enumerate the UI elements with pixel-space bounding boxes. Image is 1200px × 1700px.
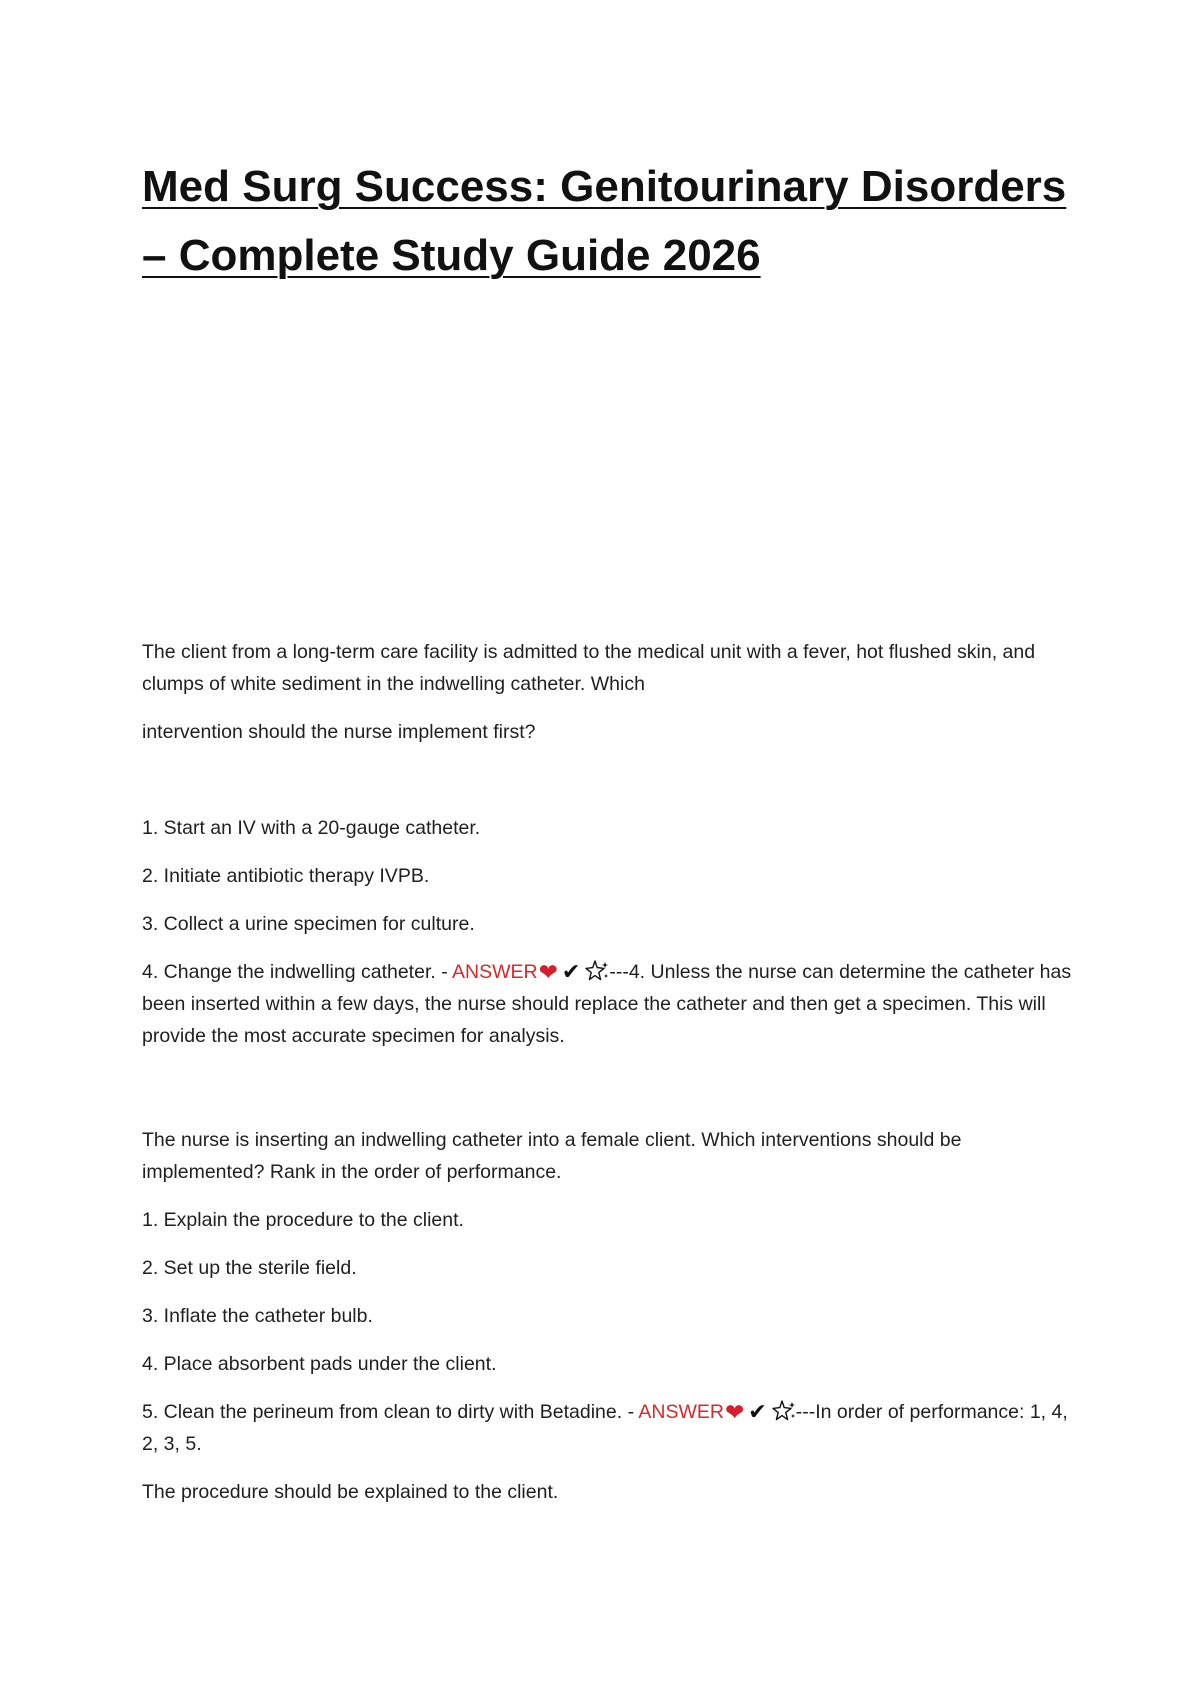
question-2-option-3: 3. Inflate the catheter bulb. [142, 1305, 373, 1327]
question-2-answer-block [142, 1396, 1072, 1460]
question-2-rationale: ---In order of performance: 1, 4, 2, 3, 5. [142, 1401, 1068, 1455]
question-1-option-4: 4. Change the indwelling catheter. - [142, 961, 453, 983]
question-2-answer-label: ANSWER [638, 1401, 725, 1423]
question-2-option-1: 1. Explain the procedure to the client. [142, 1209, 464, 1231]
question-1-answer-label: ANSWER [452, 961, 538, 983]
check-icon: ✔ [748, 1399, 767, 1424]
question-1-answer-block [142, 956, 1072, 1052]
question-1-option-2: 2. Initiate antibiotic therapy IVPB. [142, 865, 430, 887]
heart-icon: ❤ [538, 959, 558, 985]
document-body [142, 636, 1072, 1508]
check-icon: ✔ [561, 959, 581, 984]
question-1-stem-continued: intervention should the nurse implement first? [142, 721, 536, 743]
question-1-stem: The client from a long-term care facility is admitted to the medical unit with a fever, hot flushed skin, and clumps of white sediment in the indwelling catheter. Which [142, 641, 1036, 695]
question-1-option-3: 3. Collect a urine specimen for culture. [142, 913, 475, 935]
sparkle-icon [772, 1400, 796, 1422]
question-1-option-1: 1. Start an IV with a 20-gauge catheter. [142, 817, 481, 839]
question-2-followup: The procedure should be explained to the client. [142, 1481, 559, 1503]
document-title: Med Surg Success: Genitourinary Disorders – Complete Study Guide 2026 [142, 162, 1067, 280]
question-2-option-4: 4. Place absorbent pads under the client. [142, 1353, 497, 1375]
question-2-option-2: 2. Set up the sterile field. [142, 1257, 357, 1279]
question-2-option-5: 5. Clean the perineum from clean to dirty with Betadine. - [142, 1401, 639, 1423]
question-1-rationale: ---4. Unless the nurse can determine the catheter has been inserted within a few days, the nurse should replace the catheter and then get a specimen. This will provide the most accurate specimen for analysis. [142, 961, 1072, 1047]
sparkle-icon [585, 960, 609, 982]
question-2-stem: The nurse is inserting an indwelling catheter into a female client. Which interventions should be implemented? Rank in the order of performance. [142, 1129, 962, 1183]
heart-icon: ❤ [725, 1399, 745, 1425]
